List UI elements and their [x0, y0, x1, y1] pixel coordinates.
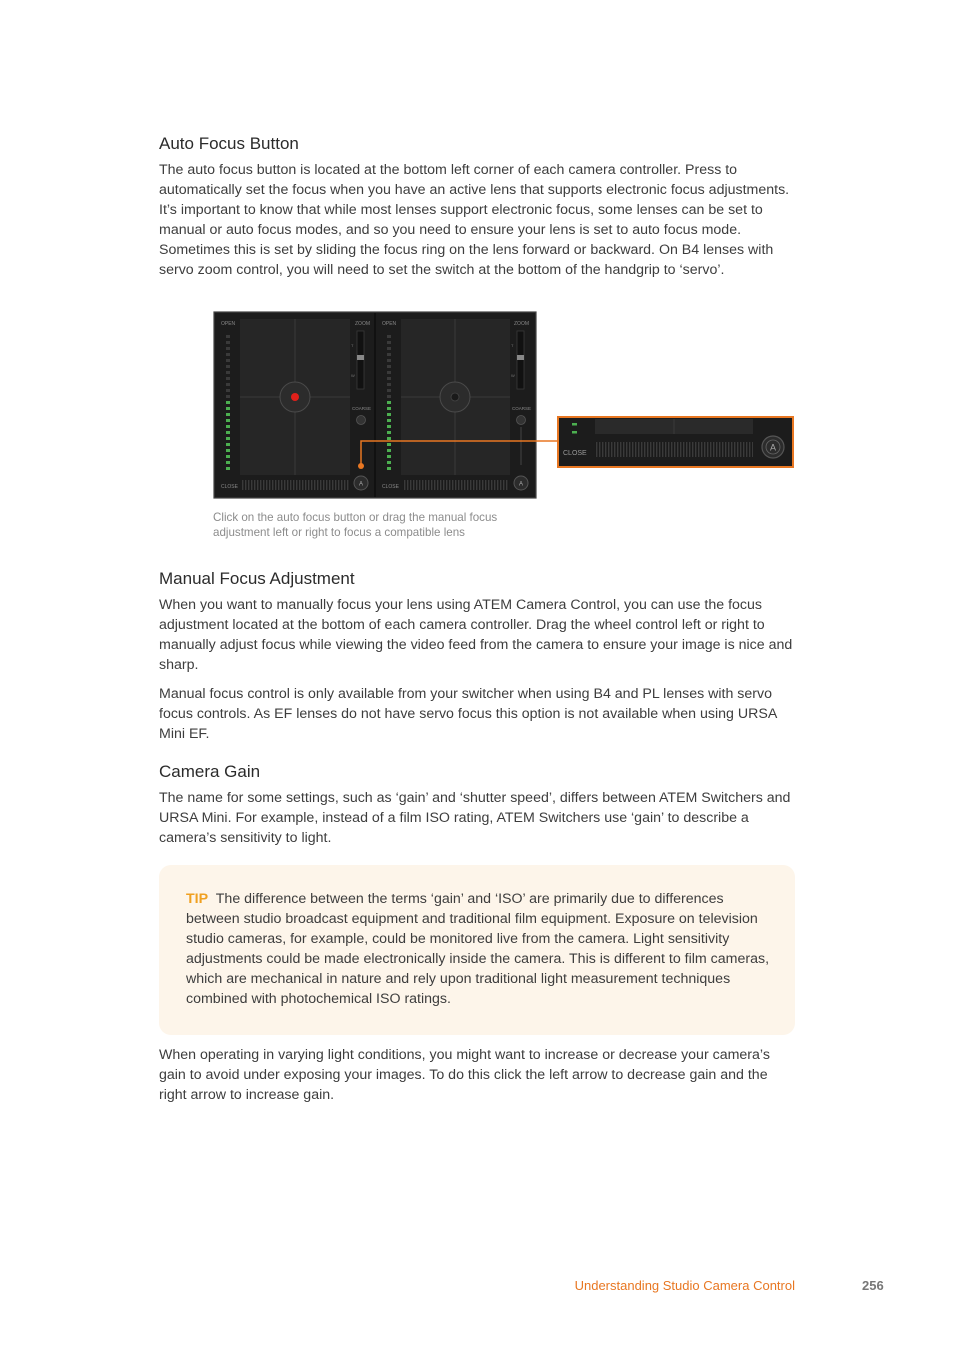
tip-text — [186, 889, 771, 1009]
zoom-tele-label: T — [511, 343, 514, 348]
paragraph-closing: When operating in varying light conditions, you might want to increase or decrease your camera’s gain to avoid under exposing your images. To do this click the left arrow to decrease gain and the right arrow to increase gain. — [159, 1047, 770, 1103]
manual-focus-wheel[interactable] — [595, 442, 753, 457]
coarse-button[interactable] — [517, 416, 526, 425]
zoom-label: ZOOM — [355, 321, 370, 327]
camera-controller-1 — [221, 319, 371, 490]
zoom-tele-label: T — [351, 343, 354, 348]
coarse-button[interactable] — [357, 416, 366, 425]
zoomed-focus-callout — [558, 417, 793, 467]
section-heading-auto-focus: Auto Focus Button — [159, 134, 299, 153]
tip-box — [159, 865, 795, 1035]
svg-text:A: A — [358, 481, 364, 488]
zoom-wide-label: W — [351, 373, 355, 378]
svg-text:A: A — [769, 442, 777, 453]
zoom-label: ZOOM — [514, 321, 529, 327]
tip-label: TIP — [186, 891, 209, 907]
open-label: OPEN — [221, 321, 236, 327]
section-heading-camera-gain: Camera Gain — [159, 762, 261, 781]
close-label: CLOSE — [563, 450, 587, 457]
footer-section-title: Understanding Studio Camera Control — [574, 1278, 795, 1293]
callout-dot — [358, 463, 364, 469]
tip-body: The difference between the terms ‘gain’ and ‘ISO’ are primarily due to differences between studio broadcast equipment and traditional film equipment. Exposure on television studio cameras, for example, could be monitored live from the camera. Light sensitivity adjustments could be made electronically inside the camera. This is different to film cameras, which are mechanical in nature and rely upon traditional light measurement techniques combined with photochemical ISO ratings. — [186, 891, 770, 1007]
paragraph-auto-focus: The auto focus button is located at the bottom left corner of each camera controller. Press to automatically set the focus when you have an active lens that supports electronic focus adjustments. It’s important to know that while most lenses support electronic focus, some lenses can be set to manual or auto focus modes, and so you need to ensure your lens is set to auto focus mode. Sometimes this is set by sliding the focus ring on the lens forward or backward. On B4 lenses with servo zoom control, you will need to set the switch at the bottom of the handgrip to ‘servo’. — [159, 162, 790, 278]
close-label: CLOSE — [221, 484, 238, 490]
figure-caption: Click on the auto focus button or drag the manual focus adjustment left or right to focus a compatible lens — [213, 511, 498, 539]
open-label: OPEN — [382, 321, 397, 327]
manual-focus-wheel[interactable] — [242, 480, 350, 490]
paragraph-manual-focus-2: Manual focus control is only available from your switcher when using B4 and PL lenses with servo focus controls. As EF lenses do not have servo focus this option is not available when using URSA Mini EF. — [159, 686, 777, 742]
camera-controller-2 — [382, 319, 531, 490]
camera-controller-figure — [200, 305, 800, 505]
page-number: 256 — [862, 1278, 884, 1293]
close-label: CLOSE — [382, 484, 399, 490]
zoom-wide-label: W — [511, 373, 515, 378]
iris-meter — [387, 335, 391, 470]
tally-indicator — [291, 393, 299, 401]
paragraph-camera-gain: The name for some settings, such as ‘gain’ and ‘shutter speed’, differs between ATEM Switchers and URSA Mini. For example, instead of a film ISO rating, ATEM Switchers use ‘gain’ to describe a camera’s sensitivity to light. — [159, 790, 791, 846]
coarse-label: COARSE — [352, 406, 372, 411]
section-heading-manual-focus: Manual Focus Adjustment — [159, 569, 355, 588]
paragraph-manual-focus-1: When you want to manually focus your lens using ATEM Camera Control, you can use the focus adjustment located at the bottom of each camera controller. Drag the wheel control left or right to manually adjust focus while viewing the video feed from the camera to ensure your image is nice and sharp. — [159, 597, 793, 673]
iris-meter — [226, 335, 230, 470]
manual-focus-wheel[interactable] — [403, 480, 509, 490]
svg-text:A: A — [518, 481, 524, 488]
coarse-label: COARSE — [512, 406, 532, 411]
